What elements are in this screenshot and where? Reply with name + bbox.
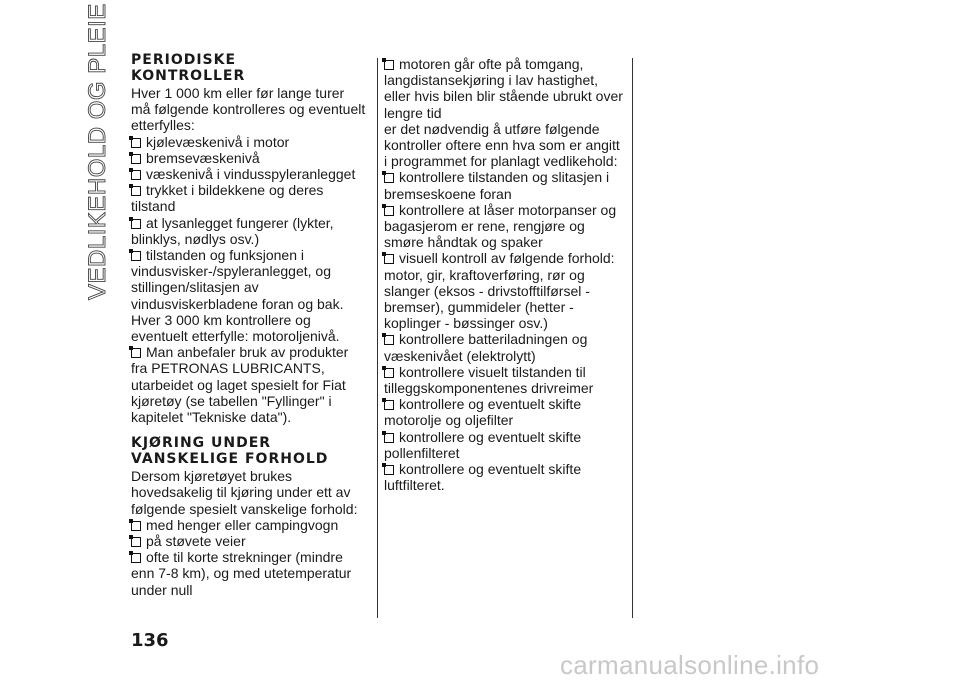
list-item-text: kontrollere visuelt tilstanden til tilleggskomponentenes drivreimer: [384, 363, 594, 397]
list-item: [384, 364, 624, 396]
checkbox-bullet-icon: [131, 537, 141, 547]
list-item: [384, 429, 624, 461]
list-item: [131, 247, 367, 344]
list-item: [131, 166, 367, 182]
checkbox-bullet-icon: [384, 173, 394, 183]
list-item: [384, 250, 624, 331]
list-item-text: kontrollere og eventuelt skifte pollenfilteret: [384, 428, 582, 461]
list-item: [131, 134, 367, 150]
list-item-text: at lysanlegget fungerer (lykter, blinklys, nødlys osv.): [131, 214, 334, 247]
body-paragraph: er det nødvendig å utføre følgende kontroller oftere enn hva som er angitt i programmet for planlagt vedlikehold:: [384, 120, 620, 170]
list-item-text: ofte til korte strekninger (mindre enn 7-8 km), og med utetemperatur under null: [131, 549, 352, 598]
list-item-text: kontrollere batteriladningen og væskenivået (elektrolytt): [384, 331, 588, 364]
list-item-text: tilstanden og funksjonen i vindusvisker-/spyleranlegget, og stillingen/slitasjen av vindusviskerbladene foran og bak. Hver 3 000 km kontrollere og eventuelt etterfylle: motoroljenivå.: [131, 247, 344, 345]
checkbox-bullet-icon: [131, 553, 141, 563]
checkbox-bullet-icon: [131, 521, 141, 531]
list-item-text: kontrollere tilstanden og slitasjen i bremseskoene foran: [384, 169, 610, 202]
intro-paragraph: Dersom kjøretøyet brukes hovedsakelig til kjøring under ett av følgende spesielt vanskelige forhold:: [131, 468, 358, 517]
intro-paragraph: Hver 1 000 km eller før lange turer må følgende kontrolleres og eventuelt etterfylles:: [131, 85, 366, 134]
list-item-text: kontrollere at låser motorpanser og bagasjerom er rene, rengjøre og smøre håndtak og spaker: [384, 201, 617, 251]
list-item: [131, 533, 367, 549]
checkbox-bullet-icon: [384, 60, 394, 70]
heading-line: VANSKELIGE FORHOLD: [131, 451, 329, 468]
list-item: [131, 517, 367, 533]
list-item-text: visuell kontroll av følgende forhold: motor, gir, kraftoverføring, rør og slanger (eksos - drivstofftilførsel - bremser), gummideler (hetter - koplinger - bøssinger osv.): [384, 250, 615, 332]
list-item: [384, 56, 624, 121]
checkbox-bullet-icon: [384, 465, 394, 475]
list-item-text: kjølevæskenivå i motor: [146, 133, 290, 150]
list-item: [384, 202, 624, 251]
checkbox-bullet-icon: [131, 251, 141, 261]
list-item-text: kontrollere og eventuelt skifte motorolje og oljefilter: [384, 396, 582, 429]
list-item-text: kontrollere og eventuelt skifte luftfilteret.: [384, 461, 582, 494]
checkbox-bullet-icon: [384, 206, 394, 216]
heading-periodic-checks: [131, 52, 367, 84]
list-item-text: Man anbefaler bruk av produkter fra PETRONAS LUBRICANTS, utarbeidet og laget spesielt for Fiat kjøretøy (se tabellen "Fyllinger" i kapitelet "Tekniske data").: [131, 344, 349, 426]
list-item-text: bremsevæskenivå: [146, 149, 260, 166]
heading-line: PERIODISKE: [131, 52, 237, 68]
list-item: [384, 169, 624, 201]
list-item: [131, 344, 367, 425]
side-section-title: VEDLIKEHOLD OG PLEIE: [84, 3, 111, 300]
list-item: [384, 461, 624, 493]
list-item: [384, 396, 624, 428]
checkbox-bullet-icon: [131, 138, 141, 148]
list-item: [131, 182, 367, 214]
checkbox-bullet-icon: [131, 219, 141, 229]
list-item-text: trykket i bildekkene og deres tilstand: [131, 182, 324, 215]
heading-line: KJØRING UNDER: [131, 435, 272, 452]
heading-difficult-conditions: [131, 435, 367, 467]
checkbox-bullet-icon: [131, 154, 141, 164]
list-item: [131, 150, 367, 166]
left-column: [131, 52, 367, 598]
checkbox-bullet-icon: [384, 368, 394, 378]
list-item-text: væskenivå i vindusspyleranlegget: [146, 166, 356, 183]
list-item-text: motoren går ofte på tomgang, langdistansekjøring i lav hastighet, eller hvis bilen blir stående ubrukt over lengre tid: [384, 56, 623, 121]
checkbox-bullet-icon: [384, 400, 394, 410]
checkbox-bullet-icon: [131, 186, 141, 196]
column-divider: [632, 58, 633, 618]
watermark: carmanualsonline.info: [560, 650, 820, 680]
page-number: 136: [131, 630, 169, 651]
list-item: [131, 549, 367, 598]
checkbox-bullet-icon: [384, 335, 394, 345]
right-column: [384, 56, 624, 493]
list-item-text: med henger eller campingvogn: [146, 516, 339, 533]
heading-line: KONTROLLER: [131, 68, 246, 84]
checkbox-bullet-icon: [384, 433, 394, 443]
checkbox-bullet-icon: [131, 170, 141, 180]
list-item-text: på støvete veier: [146, 533, 246, 550]
checkbox-bullet-icon: [131, 348, 141, 358]
list-item: [384, 331, 624, 363]
column-divider: [377, 58, 378, 618]
checkbox-bullet-icon: [384, 254, 394, 264]
list-item: [131, 215, 367, 247]
